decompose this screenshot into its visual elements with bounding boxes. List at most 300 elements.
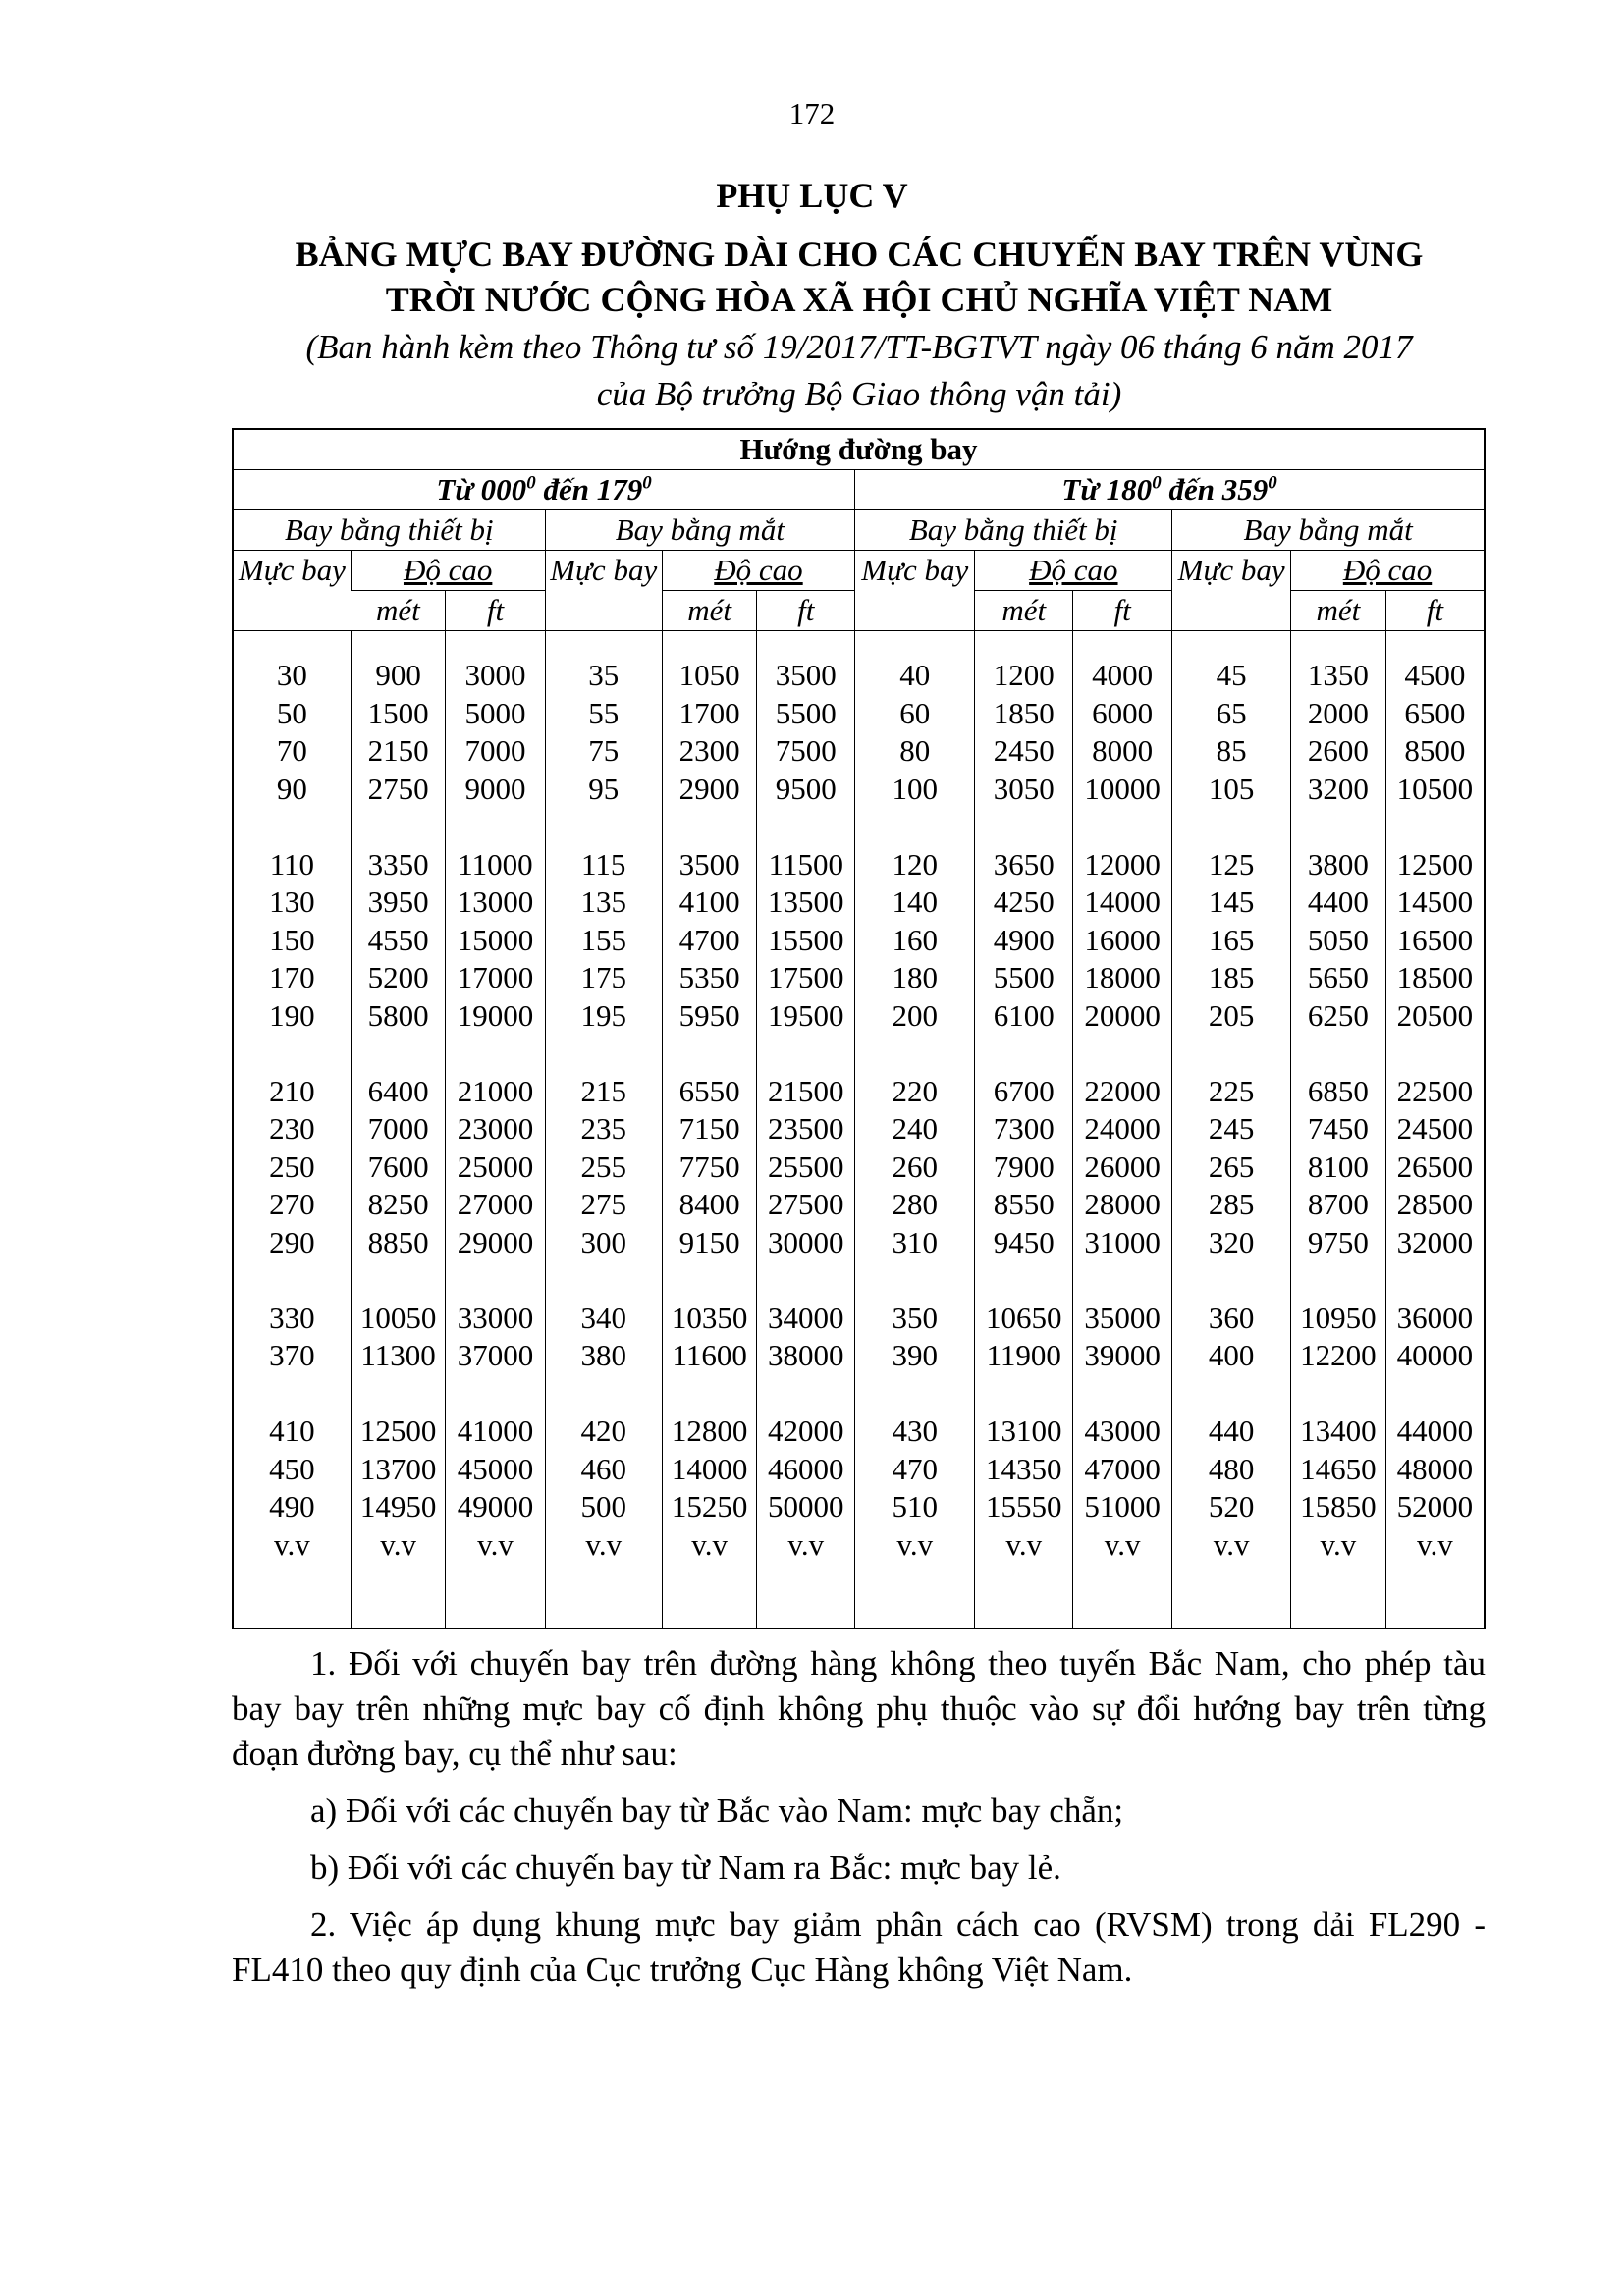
group-gap [975, 1261, 1072, 1300]
table-cell: 225 [1208, 1073, 1255, 1108]
table-cell: 1050 [678, 658, 740, 692]
table-cell: 39000 [1084, 1338, 1161, 1372]
table-cell: 75 [588, 733, 620, 768]
table-cell: 460 [580, 1451, 626, 1486]
table-cell: 255 [580, 1148, 626, 1184]
table-cell: 18000 [1084, 960, 1161, 994]
header-altitude-3: Độ cao [975, 551, 1172, 591]
page-number: 172 [788, 96, 836, 131]
data-column-level-vfr-1 [545, 631, 662, 1629]
group-gap [855, 808, 974, 846]
table-cell: 205 [1208, 997, 1255, 1033]
table-cell: 470 [892, 1451, 939, 1486]
table-cell: 41000 [457, 1414, 534, 1448]
table-cell: 52000 [1396, 1489, 1474, 1523]
table-cell: 48000 [1396, 1451, 1474, 1486]
table-cell: 12800 [671, 1414, 748, 1448]
table-cell: 10050 [359, 1300, 437, 1335]
table-cell: 15000 [457, 922, 534, 957]
table-cell: 28500 [1396, 1187, 1474, 1221]
table-cell: 240 [892, 1111, 939, 1146]
table-cell: 15850 [1300, 1489, 1377, 1523]
group-gap [546, 1375, 662, 1414]
group-gap [757, 1375, 854, 1414]
table-cell: 5200 [367, 960, 429, 994]
group-gap [352, 808, 446, 846]
table-cell: 20500 [1396, 997, 1474, 1033]
table-cell: 36000 [1396, 1300, 1474, 1335]
table-cell: 11900 [986, 1338, 1061, 1372]
table-cell: 230 [269, 1111, 315, 1146]
table-cell: 235 [580, 1111, 626, 1146]
table-cell: 5800 [367, 997, 429, 1033]
table-cell: 1700 [678, 695, 740, 730]
table-cell: 195 [580, 997, 626, 1033]
table-cell: 21500 [768, 1073, 844, 1108]
column-values [975, 657, 1072, 1564]
table-cell: 115 [581, 846, 626, 881]
table-cell: 35000 [1084, 1300, 1161, 1335]
header-vfr-1: Bay bằng mắt [545, 510, 855, 551]
table-cell: 4400 [1307, 884, 1369, 919]
table-cell: 3200 [1307, 771, 1369, 806]
table-cell: 7000 [367, 1111, 429, 1146]
header-unit-ft-4: ft [1385, 591, 1484, 631]
table-cell: 23500 [768, 1111, 844, 1146]
table-cell: 9000 [464, 771, 526, 806]
table-cell: 7600 [367, 1148, 429, 1184]
table-cell: 7450 [1307, 1111, 1369, 1146]
table-cell: 3650 [993, 846, 1055, 881]
table-cell: 7500 [775, 733, 837, 768]
group-gap [234, 1261, 351, 1300]
table-cell: 12200 [1300, 1338, 1377, 1372]
table-cell: 37000 [457, 1338, 534, 1372]
table-cell: 51000 [1084, 1489, 1161, 1523]
column-values [757, 657, 854, 1564]
table-cell: 8550 [993, 1187, 1055, 1221]
column-values [1172, 657, 1290, 1564]
table-cell: 40000 [1396, 1338, 1474, 1372]
table-cell: 320 [1208, 1224, 1255, 1259]
table-cell: 55 [588, 695, 620, 730]
table-cell: 4550 [367, 922, 429, 957]
table-cell: 5000 [464, 695, 526, 730]
table-cell: 8500 [1404, 733, 1466, 768]
table-cell: 17000 [457, 960, 534, 994]
table-cell: 3500 [775, 658, 837, 692]
data-column-meters-vfr-1 [662, 631, 757, 1629]
table-cell: 150 [269, 922, 315, 957]
table-cell: 5650 [1307, 960, 1369, 994]
data-column-feet-ifr-2 [1073, 631, 1172, 1629]
table-cell: 1200 [993, 658, 1055, 692]
table-cell: 510 [892, 1489, 939, 1523]
table-cell: 440 [1208, 1414, 1255, 1448]
table-cell: 7300 [993, 1111, 1055, 1146]
table-cell: 370 [269, 1338, 315, 1372]
table-cell: 260 [892, 1148, 939, 1184]
document-title-line-1: BẢNG MỰC BAY ĐƯỜNG DÀI CHO CÁC CHUYẾN BAY TRÊN VÙNG [295, 235, 1424, 274]
table-cell: 9750 [1307, 1224, 1369, 1259]
header-unit-ft-1: ft [446, 591, 545, 631]
column-values [1073, 657, 1171, 1564]
table-cell: 80 [899, 733, 931, 768]
group-gap [1386, 1035, 1484, 1073]
table-cell: 25000 [457, 1148, 534, 1184]
table-cell: 6850 [1307, 1073, 1369, 1108]
table-cell: 160 [892, 922, 939, 957]
table-cell: 3800 [1307, 846, 1369, 881]
table-cell: 15500 [768, 922, 844, 957]
table-cell: 50 [276, 695, 307, 730]
table-cell: 8850 [367, 1224, 429, 1259]
table-cell: 12000 [1084, 846, 1161, 881]
table-cell: 8000 [1092, 733, 1154, 768]
table-cell: 6700 [993, 1073, 1055, 1108]
group-gap [1386, 1375, 1484, 1414]
table-cell: 20000 [1084, 997, 1161, 1033]
table-cell: 380 [580, 1338, 626, 1372]
data-column-meters-vfr-2 [1291, 631, 1386, 1629]
table-cell: 420 [580, 1414, 626, 1448]
table-cell: 11300 [360, 1338, 436, 1372]
table-cell: 5500 [775, 695, 837, 730]
header-unit-ft-2: ft [757, 591, 855, 631]
table-cell: 2900 [678, 771, 740, 806]
table-cell: 5500 [993, 960, 1055, 994]
flight-level-table [232, 428, 1486, 1629]
table-cell: 490 [269, 1489, 315, 1523]
table-cell: 27500 [768, 1187, 844, 1221]
table-cell: 47000 [1084, 1451, 1161, 1486]
table-cell: 13700 [359, 1451, 437, 1486]
table-cell: 14650 [1300, 1451, 1377, 1486]
table-cell: 8100 [1307, 1148, 1369, 1184]
table-cell: 10500 [1396, 771, 1474, 806]
group-gap [446, 1261, 544, 1300]
table-cell: 175 [580, 960, 626, 994]
table-cell: 8400 [678, 1187, 740, 1221]
header-unit-m-3: mét [975, 591, 1073, 631]
header-unit-m-1: mét [351, 591, 446, 631]
table-cell: 3050 [993, 771, 1055, 806]
header-vfr-2: Bay bằng mắt [1172, 510, 1484, 551]
table-cell: 180 [892, 960, 939, 994]
table-cell: 13400 [1300, 1414, 1377, 1448]
table-cell: 28000 [1084, 1187, 1161, 1221]
table-cell: 13500 [768, 884, 844, 919]
data-column-feet-vfr-1 [757, 631, 855, 1629]
table-cell: 10000 [1084, 771, 1161, 806]
table-cell: 10650 [986, 1300, 1062, 1335]
document-title-line-2: TRỜI NƯỚC CỘNG HÒA XÃ HỘI CHỦ NGHĨA VIỆT NAM [385, 280, 1333, 319]
header-level-1: Mực bay [234, 551, 351, 631]
group-gap [546, 1035, 662, 1073]
table-cell: 24500 [1396, 1111, 1474, 1146]
group-gap [1073, 808, 1171, 846]
table-cell: 3950 [367, 884, 429, 919]
column-values [855, 657, 974, 1564]
table-cell: 45 [1216, 658, 1247, 692]
table-cell: 38000 [768, 1338, 844, 1372]
table-cell: 42000 [768, 1414, 844, 1448]
group-gap [352, 1375, 446, 1414]
group-gap [855, 1375, 974, 1414]
group-gap [234, 1035, 351, 1073]
table-cell: 13100 [986, 1414, 1062, 1448]
table-cell: 4500 [1404, 658, 1466, 692]
header-direction-000-179: Từ $000^0$ đến $179^0$ [234, 470, 855, 510]
data-column-level-vfr-2 [1172, 631, 1291, 1629]
column-values [446, 657, 544, 1564]
header-unit-ft-3: ft [1073, 591, 1172, 631]
table-cell: 265 [1208, 1148, 1255, 1184]
subtitle-line-1: (Ban hành kèm theo Thông tư số 19/2017/TT-BGTVT ngày 06 tháng 6 năm 2017 [305, 328, 1413, 366]
table-cell: 11000 [458, 846, 533, 881]
table-cell: 14950 [359, 1489, 437, 1523]
table-cell: 5050 [1307, 922, 1369, 957]
table-cell: 4000 [1092, 658, 1154, 692]
table-cell: 280 [892, 1187, 939, 1221]
table-cell: 22500 [1396, 1073, 1474, 1108]
table-cell: v.v [274, 1526, 310, 1562]
group-gap [1073, 1375, 1171, 1414]
table-cell: 170 [269, 960, 315, 994]
group-gap [757, 1261, 854, 1300]
table-cell: 135 [580, 884, 626, 919]
group-gap [446, 1035, 544, 1073]
table-cell: 145 [1208, 884, 1255, 919]
table-cell: 270 [269, 1187, 315, 1221]
table-cell: 900 [375, 658, 421, 692]
table-cell: 18500 [1396, 960, 1474, 994]
group-gap [757, 808, 854, 846]
table-cell: 7900 [993, 1148, 1055, 1184]
table-cell: 6100 [993, 997, 1055, 1033]
table-cell: 11500 [768, 846, 843, 881]
table-cell: 40 [899, 658, 931, 692]
group-gap [1073, 1261, 1171, 1300]
group-gap [1386, 1261, 1484, 1300]
table-cell: 16500 [1396, 922, 1474, 957]
group-gap [352, 1035, 446, 1073]
table-cell: 430 [892, 1414, 939, 1448]
table-cell: v.v [380, 1526, 416, 1562]
table-cell: 15250 [671, 1489, 748, 1523]
table-cell: 27000 [457, 1187, 534, 1221]
table-cell: 85 [1216, 733, 1247, 768]
table-cell: 8700 [1307, 1187, 1369, 1221]
group-gap [234, 808, 351, 846]
header-altitude-4: Độ cao [1291, 551, 1484, 591]
table-cell: 6550 [678, 1073, 740, 1108]
table-cell: 105 [1208, 771, 1255, 806]
header-unit-m-4: mét [1291, 591, 1386, 631]
table-cell: 9500 [775, 771, 837, 806]
table-cell: 19000 [457, 997, 534, 1033]
table-cell: 250 [269, 1148, 315, 1184]
table-cell: 6250 [1307, 997, 1369, 1033]
table-cell: 12500 [1396, 846, 1474, 881]
table-cell: 9450 [993, 1224, 1055, 1259]
table-cell: 500 [580, 1489, 626, 1523]
table-cell: 21000 [457, 1073, 534, 1108]
table-cell: 2750 [367, 771, 429, 806]
table-cell: 1350 [1307, 658, 1369, 692]
column-values [546, 657, 662, 1564]
note-paragraph-1a: a) Đối với các chuyến bay từ Bắc vào Nam: mực bay chẵn; [310, 1791, 1124, 1830]
note-paragraph-2: 2. Việc áp dụng khung mực bay giảm phân cách cao (RVSM) trong dải FL290 - FL410 theo quy định của Cục trưởng Cục Hàng không Việt Nam. [232, 1905, 1486, 1989]
subtitle-line-2: của Bộ trưởng Bộ Giao thông vận tải) [596, 375, 1122, 413]
header-altitude-2: Độ cao [662, 551, 854, 591]
table-cell: 45000 [457, 1451, 534, 1486]
table-cell: 5350 [678, 960, 740, 994]
notes [232, 1641, 1486, 2004]
group-gap [546, 1261, 662, 1300]
header-level-2: Mực bay [545, 551, 662, 631]
table-cell: 46000 [768, 1451, 844, 1486]
group-gap [1291, 1375, 1385, 1414]
data-column-level-ifr-2 [855, 631, 975, 1629]
table-cell: 15550 [986, 1489, 1062, 1523]
group-gap [855, 1261, 974, 1300]
table-cell: 30 [276, 658, 307, 692]
table-cell: 35 [588, 658, 620, 692]
table-cell: 4250 [993, 884, 1055, 919]
header-unit-m-2: mét [662, 591, 757, 631]
group-gap [975, 808, 1072, 846]
table-cell: 29000 [457, 1224, 534, 1259]
table-cell: 3350 [367, 846, 429, 881]
table-cell: 125 [1208, 846, 1255, 881]
table-cell: 2300 [678, 733, 740, 768]
group-gap [663, 1375, 757, 1414]
table-cell: 33000 [457, 1300, 534, 1335]
table-cell: 450 [269, 1451, 315, 1486]
group-gap [1172, 1261, 1290, 1300]
table-cell: 5950 [678, 997, 740, 1033]
table-cell: 245 [1208, 1111, 1255, 1146]
data-column-meters-ifr-2 [975, 631, 1073, 1629]
header-level-4: Mực bay [1172, 551, 1291, 631]
table-cell: 300 [580, 1224, 626, 1259]
table-cell: 14500 [1396, 884, 1474, 919]
table-cell: 90 [276, 771, 307, 806]
table-cell: v.v [1416, 1526, 1453, 1562]
group-gap [234, 1375, 351, 1414]
table-cell: 1500 [367, 695, 429, 730]
table-cell: 4900 [993, 922, 1055, 957]
group-gap [446, 1375, 544, 1414]
table-cell: 185 [1208, 960, 1255, 994]
note-paragraph-1: 1. Đối với chuyến bay trên đường hàng không theo tuyến Bắc Nam, cho phép tàu bay bay trên những mực bay cố định không phụ thuộc vào sự đổi hướng bay trên từng đoạn đường bay, cụ thể như sau: [232, 1644, 1486, 1773]
table-cell: 32000 [1396, 1224, 1474, 1259]
header-ifr-2: Bay bằng thiết bị [855, 510, 1172, 551]
table-cell: 200 [892, 997, 939, 1033]
table-cell: 16000 [1084, 922, 1161, 957]
table-cell: 44000 [1396, 1414, 1474, 1448]
table-cell: 285 [1208, 1187, 1255, 1221]
table-cell: 14000 [671, 1451, 748, 1486]
table-cell: 2450 [993, 733, 1055, 768]
table-cell: 110 [269, 846, 315, 881]
table-cell: v.v [896, 1526, 934, 1562]
table-cell: 14000 [1084, 884, 1161, 919]
table-cell: 7150 [678, 1111, 740, 1146]
table-cell: 25500 [768, 1148, 844, 1184]
header-altitude-1: Độ cao [351, 551, 545, 591]
table-cell: 6400 [367, 1073, 429, 1108]
group-gap [1291, 808, 1385, 846]
table-cell: 220 [892, 1073, 939, 1108]
table-cell: 3000 [464, 658, 526, 692]
table-cell: 13000 [457, 884, 534, 919]
table-cell: 6000 [1092, 695, 1154, 730]
document-subtitle [226, 324, 1492, 418]
table-cell: 4700 [678, 922, 740, 957]
table-cell: 330 [269, 1300, 315, 1335]
table-cell: 22000 [1084, 1073, 1161, 1108]
table-cell: 30000 [768, 1224, 844, 1259]
table-cell: 24000 [1084, 1111, 1161, 1146]
table-cell: 155 [580, 922, 626, 957]
table-cell: 1850 [993, 695, 1055, 730]
table-cell: 140 [892, 884, 939, 919]
table-cell: 9150 [678, 1224, 740, 1259]
table-cell: 95 [588, 771, 620, 806]
table-cell: v.v [691, 1526, 729, 1562]
table-cell: 60 [899, 695, 931, 730]
group-gap [1172, 1375, 1290, 1414]
table-cell: v.v [1104, 1526, 1141, 1562]
group-gap [1291, 1035, 1385, 1073]
table-cell: 7000 [464, 733, 526, 768]
table-cell: 2150 [367, 733, 429, 768]
table-cell: 49000 [457, 1489, 534, 1523]
table-cell: 50000 [768, 1489, 844, 1523]
table-cell: 340 [580, 1300, 626, 1335]
table-cell: 130 [269, 884, 315, 919]
table-cell: v.v [1213, 1526, 1250, 1562]
column-values [663, 657, 757, 1564]
table-cell: 70 [276, 733, 307, 768]
table-cell: 12500 [359, 1414, 437, 1448]
table-cell: 11600 [672, 1338, 747, 1372]
note-paragraph-1b: b) Đối với các chuyến bay từ Nam ra Bắc: mực bay lẻ. [310, 1848, 1061, 1887]
table-cell: v.v [787, 1526, 825, 1562]
table-cell: 14350 [986, 1451, 1062, 1486]
table-cell: 19500 [768, 997, 844, 1033]
group-gap [1291, 1261, 1385, 1300]
table-cell: v.v [585, 1526, 623, 1562]
header-level-3: Mực bay [855, 551, 975, 631]
header-direction-180-359: Từ $180^0$ đến $359^0$ [855, 470, 1484, 510]
table-cell: 8250 [367, 1187, 429, 1221]
table-cell: 190 [269, 997, 315, 1033]
table-header-direction: Hướng đường bay [234, 430, 1484, 470]
table-cell: v.v [1320, 1526, 1357, 1562]
table-cell: 65 [1216, 695, 1247, 730]
table-cell: 34000 [768, 1300, 844, 1335]
table-cell: 390 [892, 1338, 939, 1372]
document-title [226, 232, 1492, 322]
table-cell: 210 [269, 1073, 315, 1108]
table-cell: 17500 [768, 960, 844, 994]
table-cell: 360 [1208, 1300, 1255, 1335]
group-gap [546, 808, 662, 846]
table-cell: 310 [892, 1224, 939, 1259]
